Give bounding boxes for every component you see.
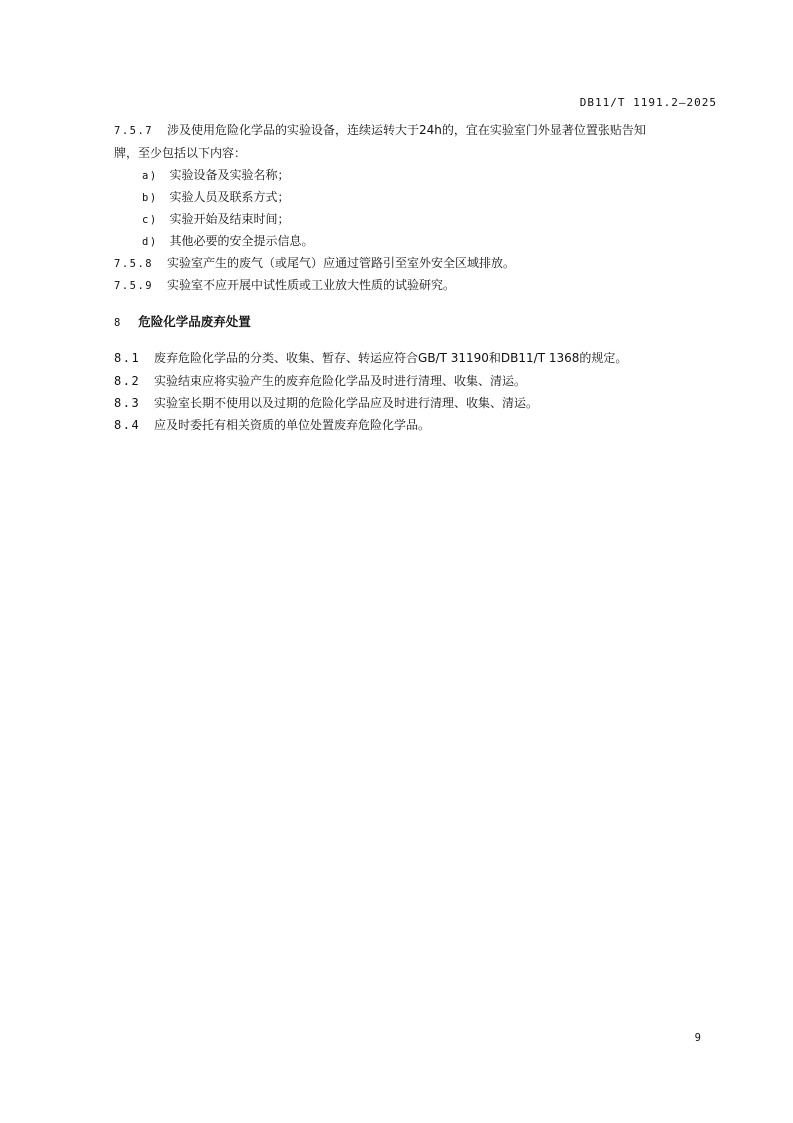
clause-text: 实验室长期不使用以及过期的危险化学品应及时进行清理、收集、清运。 bbox=[154, 396, 539, 410]
list-marker: b) bbox=[142, 192, 158, 204]
list-marker: d) bbox=[142, 236, 158, 248]
section-heading bbox=[114, 312, 251, 330]
clause-number: 7.5.9 bbox=[114, 280, 154, 292]
clause-8-3 bbox=[114, 395, 538, 411]
list-item-text: 实验人员及联系方式； bbox=[169, 190, 290, 204]
clause-7-5-7 bbox=[114, 122, 646, 139]
clause-number: 7.5.7 bbox=[114, 125, 154, 137]
clause-number: 8.3 bbox=[114, 396, 141, 410]
clause-text: 应及时委托有相关资质的单位处置废弃危险化学品。 bbox=[154, 418, 431, 432]
page-number: 9 bbox=[694, 1032, 701, 1044]
list-marker: c) bbox=[142, 214, 158, 226]
document-code: DB11/T 1191.2—2025 bbox=[579, 96, 717, 109]
list-item bbox=[142, 211, 290, 228]
clause-number: 7.5.8 bbox=[114, 258, 154, 270]
clause-number: 8.4 bbox=[114, 418, 141, 432]
clause-text: 涉及使用危险化学品的实验设备，连续运转大于24h的，宜在实验室门外显著位置张贴告知 bbox=[166, 123, 646, 137]
list-marker: a) bbox=[142, 170, 158, 182]
list-item bbox=[142, 167, 290, 184]
clause-text: 实验结束应将实验产生的废弃危险化学品及时进行清理、收集、清运。 bbox=[154, 374, 527, 388]
clause-text: 实验室不应开展中试性质或工业放大性质的试验研究。 bbox=[166, 278, 455, 292]
clause-text: 牌，至少包括以下内容： bbox=[114, 146, 247, 160]
list-item-text: 实验设备及实验名称； bbox=[169, 168, 290, 182]
clause-text: 实验室产生的废气（或尾气）应通过管路引至室外安全区域排放。 bbox=[166, 256, 515, 270]
list-item-text: 实验开始及结束时间； bbox=[169, 212, 290, 226]
clause-8-4 bbox=[114, 417, 430, 433]
clause-7-5-8 bbox=[114, 255, 515, 272]
list-item bbox=[142, 233, 314, 250]
clause-8-1 bbox=[114, 350, 627, 366]
clause-text: 废弃危险化学品的分类、收集、暂存、转运应符合GB/T 31190和DB11/T 1368的规定。 bbox=[154, 351, 628, 365]
section-title: 危险化学品废弃处置 bbox=[138, 314, 251, 329]
list-item-text: 其他必要的安全提示信息。 bbox=[169, 234, 314, 248]
clause-8-2 bbox=[114, 373, 526, 389]
list-item bbox=[142, 189, 290, 206]
section-number: 8 bbox=[114, 317, 122, 329]
clause-number: 8.2 bbox=[114, 374, 141, 388]
clause-7-5-9 bbox=[114, 277, 455, 294]
clause-number: 8.1 bbox=[114, 351, 141, 365]
clause-7-5-7-continuation bbox=[114, 145, 246, 161]
